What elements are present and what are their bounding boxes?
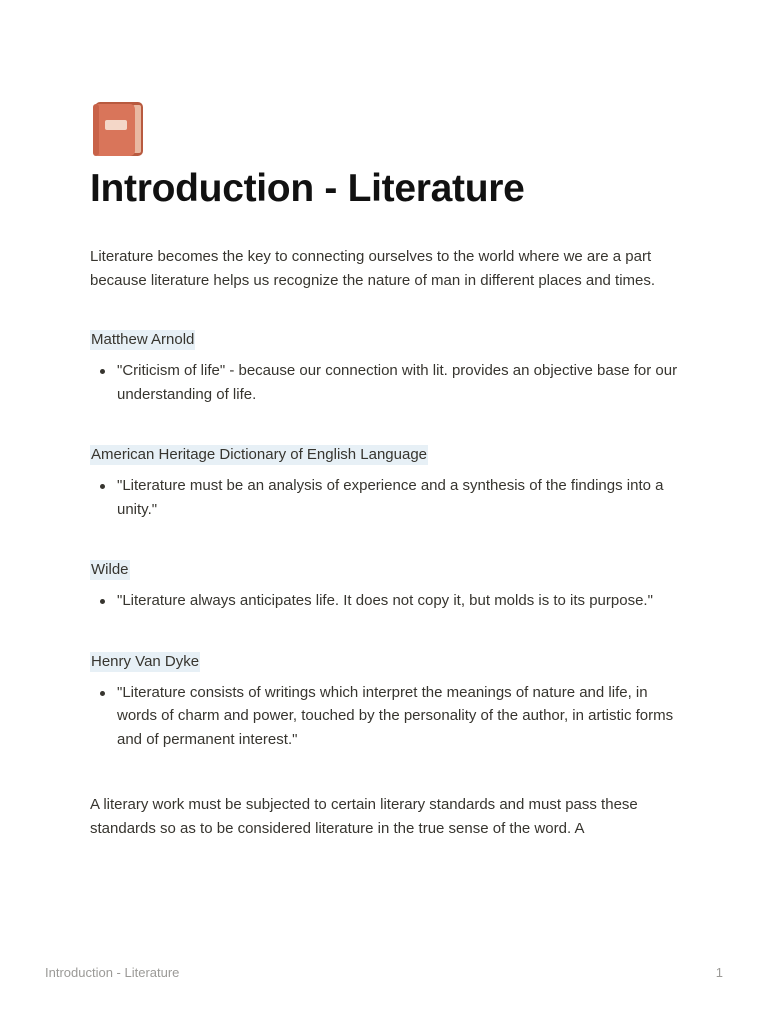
quote-section (90, 445, 680, 521)
bullet-item (90, 589, 680, 613)
bullet-dot-icon (100, 691, 105, 696)
bullet-list (90, 359, 680, 406)
page-title: Introduction - Literature (90, 167, 525, 210)
intro-paragraph: Literature becomes the key to connecting ourselves to the world where we are a part because literature helps us recognize the nature of man in different places and times. (90, 248, 656, 289)
bullet-text: "Criticism of life" - because our connection with lit. provides an objective base for our understanding of life. (117, 362, 678, 403)
book-icon (90, 100, 146, 158)
bullet-list (90, 474, 680, 521)
document-page (90, 100, 680, 840)
bullet-dot-icon (100, 484, 105, 489)
bullet-dot-icon (100, 369, 105, 374)
source-heading: Henry Van Dyke (91, 652, 200, 670)
bullet-list (90, 681, 680, 752)
bullet-text: "Literature consists of writings which interpret the meanings of nature and life, in words of charm and power, touched by the personality of the author, in artistic forms and of permanent interest." (117, 683, 674, 748)
bullet-item (90, 474, 680, 521)
source-heading: American Heritage Dictionary of English Language (91, 446, 428, 463)
footer-page-number: 1 (715, 965, 723, 980)
closing-paragraph: A literary work must be subjected to certain literary standards and must pass these standards so as to be considered literature in the true sense of the word. A (90, 796, 638, 837)
bullet-item (90, 359, 680, 406)
bullet-list (90, 589, 680, 613)
quote-sections (90, 330, 680, 751)
bullet-item (90, 681, 680, 752)
quote-section (90, 652, 680, 752)
bullet-text: "Literature must be an analysis of experience and a synthesis of the findings into a unity." (117, 477, 664, 518)
quote-section (90, 560, 680, 613)
footer-document-title: Introduction - Literature (45, 965, 180, 980)
source-heading: Matthew Arnold (91, 331, 195, 348)
source-heading: Wilde (91, 561, 129, 578)
bullet-dot-icon (100, 599, 105, 604)
quote-section (90, 330, 680, 406)
bullet-text: "Literature always anticipates life. It does not copy it, but molds is to its purpose." (117, 592, 653, 609)
